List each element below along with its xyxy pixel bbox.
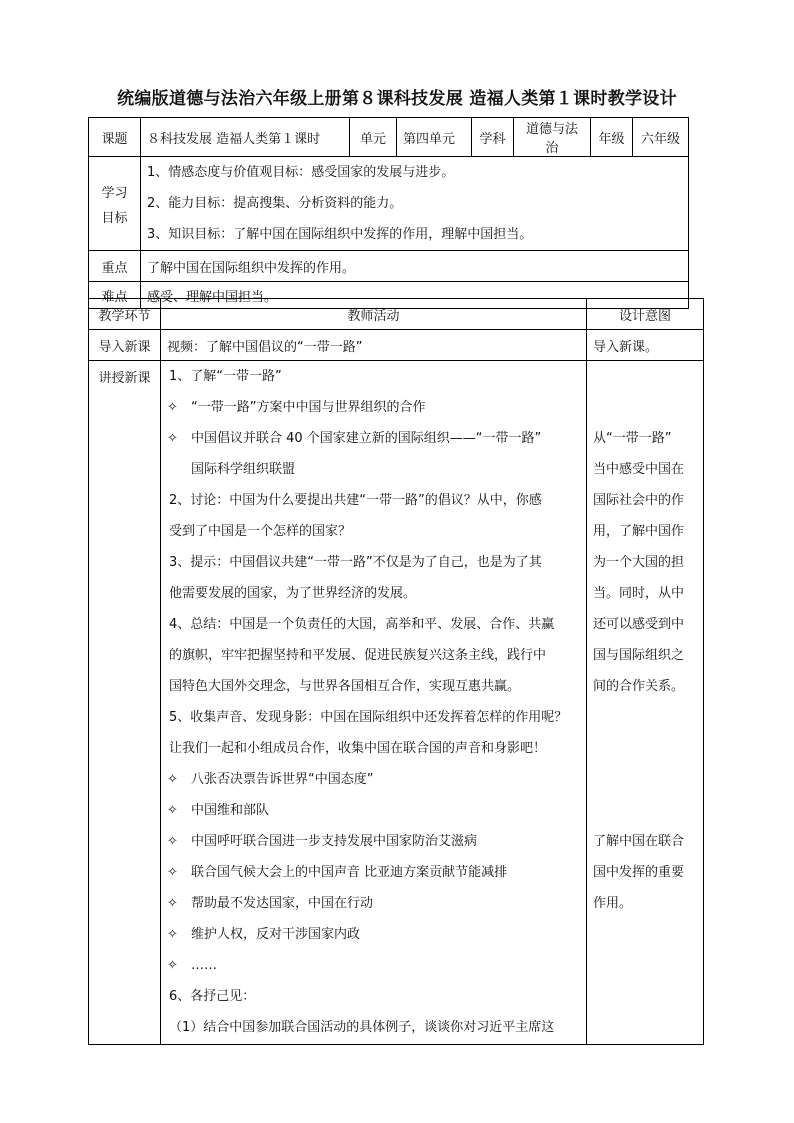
design-line: 间的合作关系。 (593, 679, 685, 694)
lecture-line: 6、各抒己见： (169, 989, 256, 1004)
bullet-item (161, 826, 586, 857)
bullet-text: 中国维和部队 (191, 803, 270, 818)
key-point-label: 重点 (89, 251, 141, 282)
objective-item: 2、能力目标：提高搜集、分析资料的能力。 (147, 196, 403, 211)
unit-value: 第四单元 (397, 118, 472, 157)
diamond-bullet-icon: ✧ (167, 772, 178, 787)
design-line: 作用。 (593, 896, 633, 911)
bullet-text: “一带一路”方案中中国与世界组织的合作 (191, 400, 426, 415)
key-point-row (89, 251, 689, 282)
bullet-item (161, 392, 586, 423)
difficulty-label: 难点 (89, 282, 141, 309)
lecture-line: 3、提示：中国倡议共建“一带一路”不仅是为了自己，也是为了其 (169, 555, 542, 570)
lecture-line: 国际科学组织联盟 (191, 462, 296, 477)
design-line: 国际社会中的作 (593, 493, 685, 508)
header-stage: 教学环节 (89, 299, 161, 330)
unit-label: 单元 (350, 118, 397, 157)
lecture-line: 受到了中国是一个怎样的国家？ (169, 524, 352, 539)
bullet-item (161, 795, 586, 826)
diamond-bullet-icon: ✧ (167, 834, 178, 849)
diamond-bullet-icon: ✧ (167, 958, 178, 973)
subject-label: 学科 (472, 118, 514, 157)
bullet-item (161, 423, 586, 454)
diamond-bullet-icon: ✧ (167, 896, 178, 911)
lecture-line: 1、了解“一带一路” (169, 369, 282, 384)
document-title: 统编版道德与法治六年级上册第８课科技发展 造福人类第１课时教学设计 (117, 89, 677, 109)
bullet-item (161, 764, 586, 795)
diamond-bullet-icon: ✧ (167, 803, 178, 818)
design-line: 了解中国在联合 (593, 834, 685, 849)
bullet-text: 中国呼吁联合国进一步支持发展中国家防治艾滋病 (191, 834, 478, 849)
topic-label: 课题 (89, 118, 141, 157)
objective-item: 3、知识目标：了解中国在国际组织中发挥的作用，理解中国担当。 (147, 227, 533, 242)
intro-design: 导入新课。 (587, 330, 704, 361)
diamond-bullet-icon: ✧ (167, 865, 178, 880)
bullet-item (161, 919, 586, 950)
lecture-line: 2、讨论：中国为什么要提出共建“一带一路”的倡议？从中，你感 (169, 493, 542, 508)
subject-value: 道德与法治 (514, 118, 591, 157)
lecture-line: （1）结合中国参加联合国活动的具体例子，谈谈你对习近平主席这 (169, 1020, 555, 1035)
objectives-content (141, 157, 689, 251)
design-line: 从“一带一路” (593, 431, 672, 446)
header-design: 设计意图 (587, 299, 704, 330)
lecture-line: 他需要发展的国家，为了世界经济的发展。 (169, 586, 417, 601)
bullet-item (161, 950, 586, 981)
lecture-teacher (161, 361, 587, 1045)
lecture-design (587, 361, 704, 1045)
design-line: 国中发挥的重要 (593, 865, 685, 880)
info-row (89, 118, 689, 157)
lecture-line: 4、总结：中国是一个负责任的大国，高举和平、发展、合作、共赢 (169, 617, 555, 632)
diamond-bullet-icon: ✧ (167, 927, 178, 942)
grade-label: 年级 (591, 118, 633, 157)
design-line: 为一个大国的担 (593, 555, 685, 570)
difficulty-value: 感受、理解中国担当。 (141, 282, 689, 309)
intro-teacher: 视频：了解中国倡议的“一带一路” (161, 330, 587, 361)
lesson-plan-table (88, 117, 689, 309)
objectives-label (89, 157, 141, 251)
lecture-line: 国特色大国外交理念，与世界各国相互合作，实现互惠共赢。 (169, 679, 521, 694)
bullet-text: 帮助最不发达国家，中国在行动 (191, 896, 374, 911)
activities-table (88, 298, 704, 1045)
lecture-row (89, 361, 704, 1045)
bullet-text: 联合国气候大会上的中国声音 比亚迪方案贡献节能减排 (191, 865, 508, 880)
bullet-item (161, 888, 586, 919)
lecture-line: 5、收集声音、发现身影：中国在国际组织中还发挥着怎样的作用呢？ (169, 710, 568, 725)
objectives-row (89, 157, 689, 251)
objective-item: 1、情感态度与价值观目标：感受国家的发展与进步。 (147, 165, 455, 180)
lecture-line: 的旗帜，牢牢把握坚持和平发展、促进民族复兴这条主线，践行中 (169, 648, 547, 663)
bullet-item (161, 857, 586, 888)
bullet-text: 中国倡议并联合 40 个国家建立新的国际组织——“一带一路” (191, 431, 542, 446)
bullet-text: 八张否决票告诉世界“中国态度” (191, 772, 374, 787)
header-teacher: 教师活动 (161, 299, 587, 330)
topic-value: ８科技发展 造福人类第１课时 (141, 118, 350, 157)
lecture-line: 让我们一起和小组成员合作，收集中国在联合国的声音和身影吧！ (169, 741, 547, 756)
key-point-value: 了解中国在国际组织中发挥的作用。 (141, 251, 689, 282)
objectives-label-line2: 目标 (101, 210, 128, 226)
lecture-stage: 讲授新课 (89, 361, 161, 1045)
design-line: 用，了解中国作 (593, 524, 685, 539)
design-line: 还可以感受到中 (593, 617, 685, 632)
diamond-bullet-icon: ✧ (167, 431, 178, 446)
grade-value: 六年级 (633, 118, 689, 157)
intro-stage: 导入新课 (89, 330, 161, 361)
bullet-text: 维护人权，反对干涉国家内政 (191, 927, 361, 942)
bullet-text: …… (191, 958, 217, 973)
intro-row (89, 330, 704, 361)
design-line: 国与国际组织之 (593, 648, 685, 663)
design-line: 当中感受中国在 (593, 462, 685, 477)
design-line: 当。同时，从中 (593, 586, 685, 601)
objectives-label-line1: 学习 (101, 185, 128, 201)
header-row (89, 299, 704, 330)
diamond-bullet-icon: ✧ (167, 400, 178, 415)
